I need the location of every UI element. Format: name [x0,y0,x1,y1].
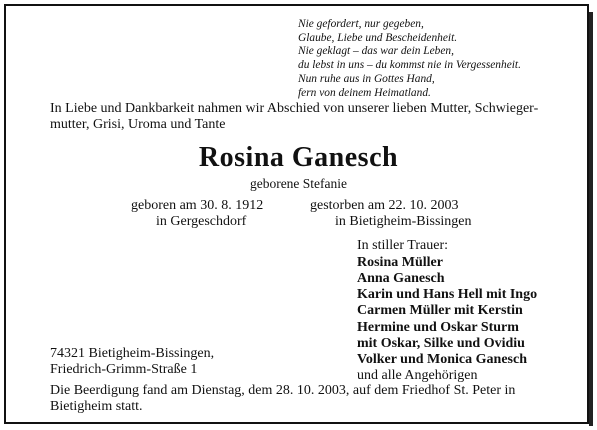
mourner-name: mit Oskar, Silke und Ovidiu [357,335,525,351]
poem-line: du lebst in uns – du kommst nie in Vergessenheit. [298,59,521,72]
intro-line: In Liebe und Dankbarkeit nahmen wir Abschied von unserer lieben Mutter, Schwieger- [50,101,539,116]
deceased-name: Rosina Ganesch [198,142,399,173]
address [50,346,214,378]
address-line: 74321 Bietigheim-Bissingen, [50,346,215,361]
mourner-name: Rosina Müller [357,254,443,270]
poem-line: Nie gefordert, nur gegeben, [298,18,424,30]
death-place: in Bietigheim-Bissingen [335,214,472,229]
birth-info [131,198,263,230]
mourner-name: Hermine und Oskar Sturm [357,319,519,335]
funeral-note [50,383,570,415]
poem-line: fern von deinem Heimatland. [298,86,431,99]
mourner-name: Carmen Müller mit Kerstin [357,303,523,319]
mourners-list [357,238,537,384]
poem-line: Nun ruhe aus in Gottes Hand, [298,72,435,85]
funeral-line: Die Beerdigung fand am Dienstag, dem 28. 10. 2003, auf dem Friedhof St. Peter in [50,383,516,398]
poem-line: Nie geklagt – das war dein Leben, [298,45,454,58]
mourner-name: Volker und Monica Ganesch [357,352,527,368]
birth-place: in Gergeschdorf [156,214,247,229]
poem-line: Glaube, Liebe und Bescheidenheit. [298,31,458,44]
mourner-name: Anna Ganesch [357,271,445,286]
mourner-name: Karin und Hans Hell mit Ingo [357,287,538,303]
mourners-heading: In stiller Trauer: [357,238,448,253]
address-line: Friedrich-Grimm-Straße 1 [50,362,198,377]
intro-text [50,101,550,133]
mourners-closing: und alle Angehörigen [357,368,478,384]
poem [298,18,521,100]
funeral-line: Bietigheim statt. [50,399,143,414]
death-info [310,198,472,230]
intro-line: mutter, Grisi, Uroma und Tante [50,117,226,132]
birth-name: geborene Stefanie [249,176,348,191]
birth-date: geboren am 30. 8. 1912 [131,198,264,213]
death-date: gestorben am 22. 10. 2003 [310,198,459,213]
